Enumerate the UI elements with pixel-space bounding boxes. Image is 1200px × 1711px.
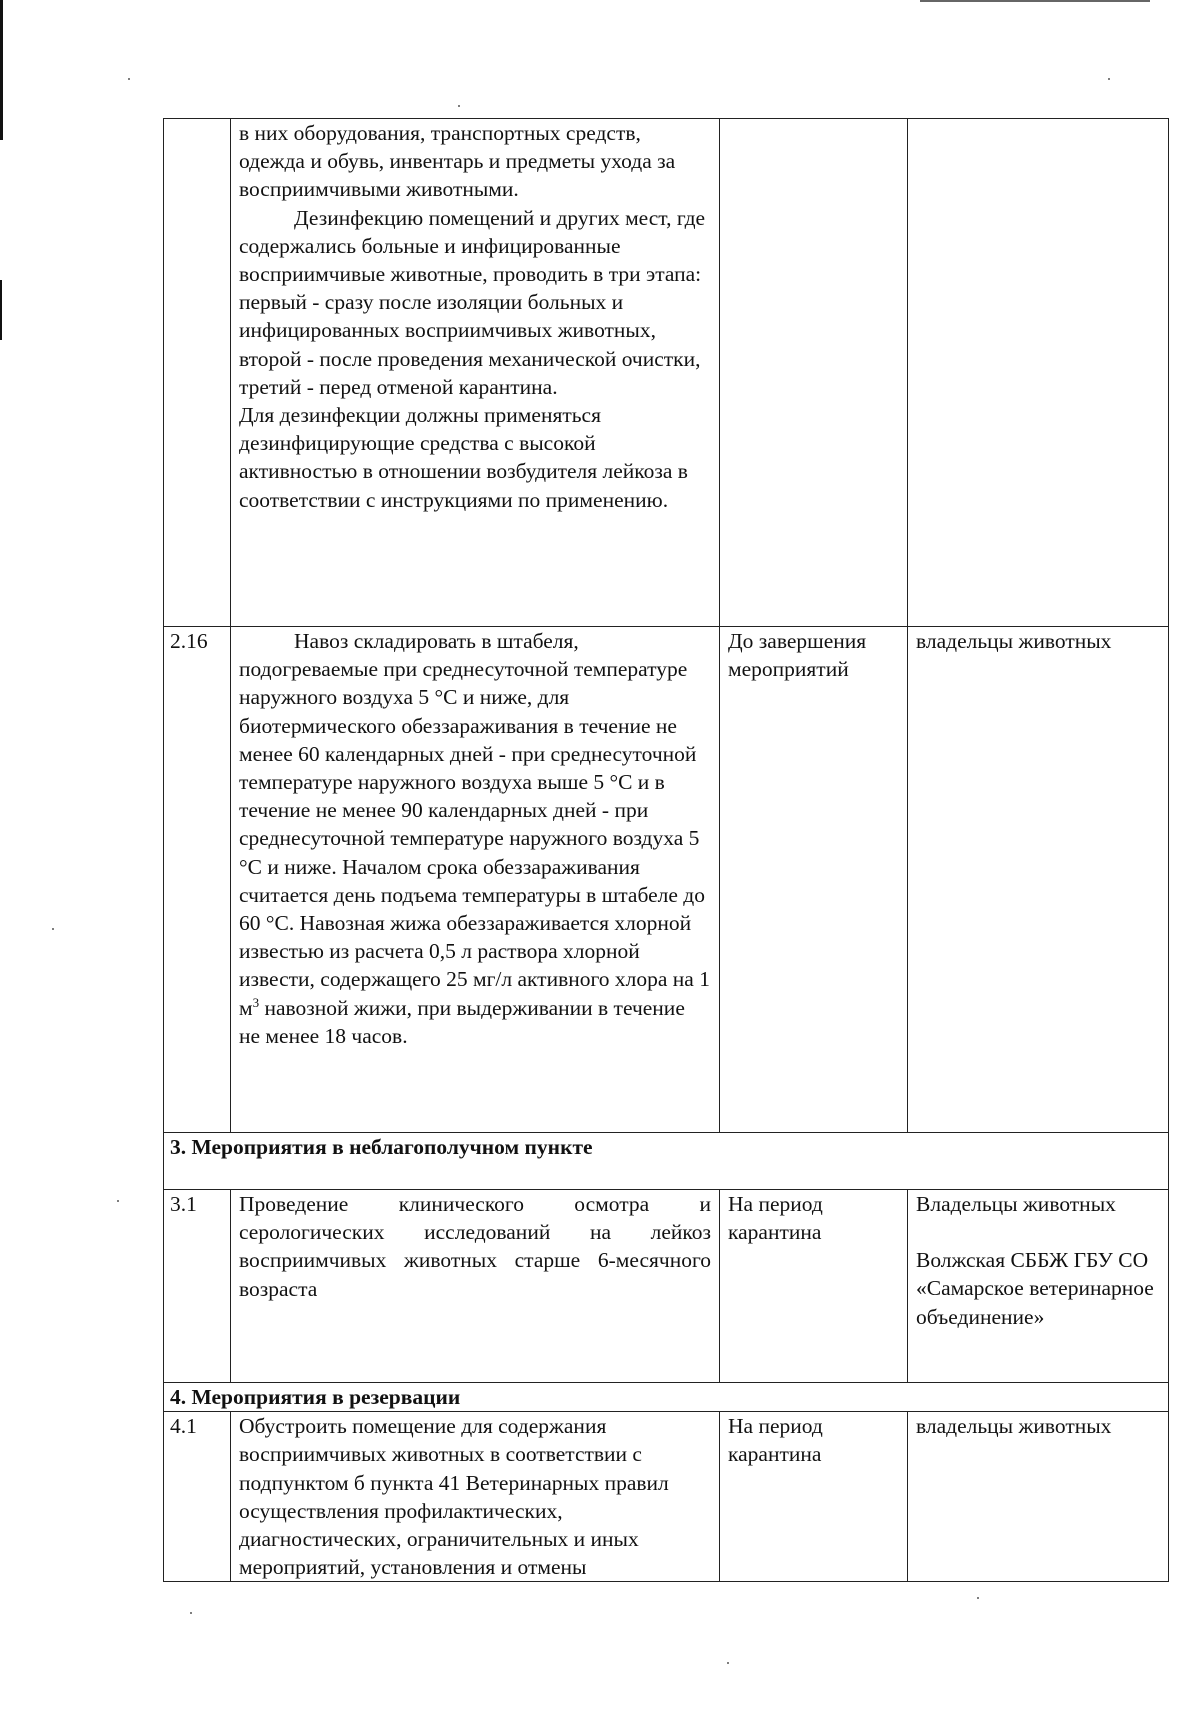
scan-speck: [52, 928, 54, 930]
scan-edge-line: [0, 280, 2, 340]
table-row-3-1: [164, 1190, 1169, 1383]
scan-speck: [977, 1597, 979, 1599]
measure-text: в них оборудования, транспортных средств, одежда и обувь, инвентарь и предметы ухода за восприимчивыми животными.: [239, 121, 676, 202]
measure-text-part: навозной жижи, при выдерживании в течение не менее 18 часов.: [239, 995, 685, 1048]
section-title: 4. Мероприятия в резервации: [164, 1383, 1169, 1412]
measure-text-cell: [231, 627, 720, 1133]
row-number: 3.1: [164, 1190, 231, 1383]
responsible-cell: владельцы животных: [908, 627, 1169, 1133]
responsible-cell: [908, 119, 1169, 627]
responsible-cell: [908, 1190, 1169, 1383]
term-cell: На период карантина: [720, 1190, 908, 1383]
row-number: 2.16: [164, 627, 231, 1133]
term-cell: До завершения мероприятий: [720, 627, 908, 1133]
table-row-continuation: [164, 119, 1169, 627]
scan-speck: [727, 1662, 729, 1664]
responsible-owner: Владельцы животных: [916, 1192, 1116, 1216]
measure-text-cell: [231, 119, 720, 627]
term-cell: На период карантина: [720, 1412, 908, 1582]
row-number: 4.1: [164, 1412, 231, 1582]
scan-speck: [128, 78, 130, 80]
measure-text: [239, 627, 711, 1050]
scan-speck: [458, 105, 460, 107]
term-cell: [720, 119, 908, 627]
measure-text-cell: Обустроить помещение для содержания восприимчивых животных в соответствии с подпунктом б пункта 41 Ветеринарных правил осуществления профилактических, диагностических, ограничительных и иных мероприятий, установления и отмены: [231, 1412, 720, 1582]
spacer: [916, 1218, 1160, 1246]
measures-table: [163, 118, 1169, 1582]
row-number-cell: [164, 119, 231, 627]
section-header-row: [164, 1383, 1169, 1412]
section-title: 3. Мероприятия в неблагополучном пункте: [164, 1133, 1169, 1190]
measure-text: Для дезинфекции должны применяться дезинфицирующие средства с высокой активностью в отношении возбудителя лейкоза в соответствии с инструкциями по применению.: [239, 403, 688, 512]
table-row-4-1: [164, 1412, 1169, 1582]
responsible-cell: владельцы животных: [908, 1412, 1169, 1582]
superscript: 3: [252, 994, 260, 1010]
measure-text-part: Навоз складировать в штабеля, подогреваемые при среднесуточной температуре наружного воздуха 5 °С и ниже, для биотермического обеззараживания в течение не менее 60 календарных дней - при среднесуточной температуре наружного воздуха выше 5 °С и в течение не менее 90 календарных дней - при среднесуточной температуре наружного воздуха 5 °С и ниже. Началом срока обеззараживания считается день подъема температуры в штабеле до 60 °С. Навозная жижа обеззараживается хлорной известью из расчета 0,5 л раствора хлорной извести, содержащего 25 мг/л активного хлора на 1 м: [239, 629, 710, 1020]
responsible-vet-service: Волжская СББЖ ГБУ СО «Самарское ветеринарное объединение»: [916, 1248, 1154, 1329]
scan-speck: [190, 1612, 192, 1614]
scan-edge-line: [920, 0, 1150, 2]
scan-edge-line: [0, 0, 3, 140]
section-header-row: [164, 1133, 1169, 1190]
scan-speck: [117, 1200, 119, 1202]
measure-text-cell: Проведение клинического осмотра и серологических исследований на лейкоз восприимчивых животных старше 6-месячного возраста: [231, 1190, 720, 1383]
table-row-2-16: [164, 627, 1169, 1133]
scan-speck: [1108, 78, 1110, 80]
measure-text: Дезинфекцию помещений и других мест, где содержались больные и инфицированные восприимчивые животные, проводить в три этапа: первый - сразу после изоляции больных и инфицированных восприимчивых животных, второй - после проведения механической очистки, третий - перед отменой карантина.: [239, 205, 706, 399]
